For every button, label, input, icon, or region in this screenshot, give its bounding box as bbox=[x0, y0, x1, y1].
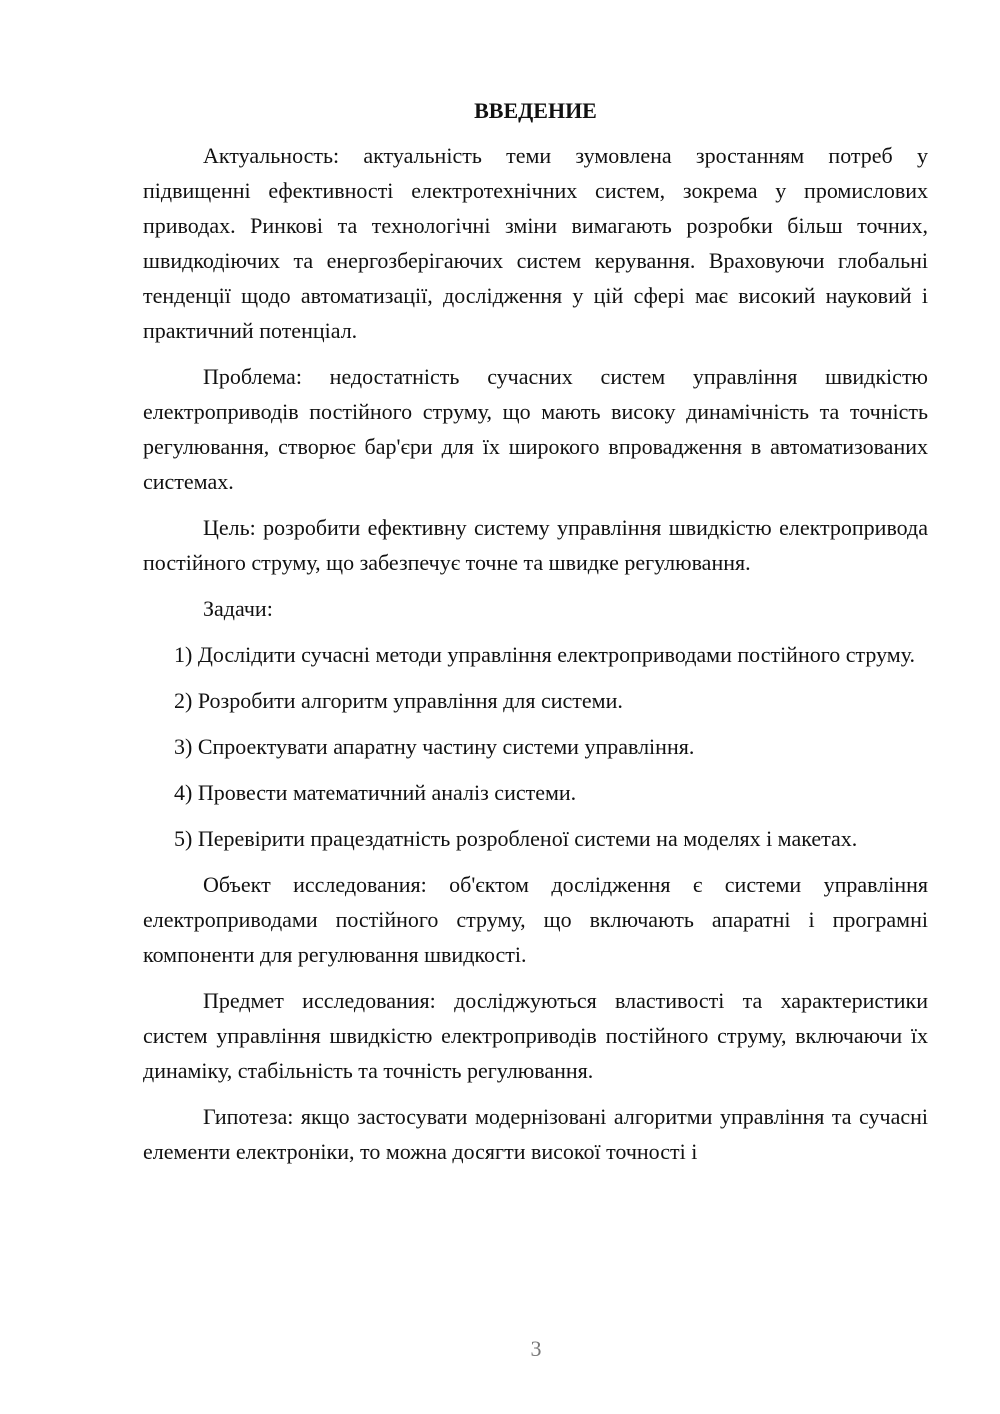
task-item-2: 2) Розробити алгоритм управління для системи. bbox=[174, 688, 623, 713]
subject-paragraph: Предмет исследования: досліджуються властивості та характеристики систем управління швидкістю електроприводів постійного струму, включаючи їх динаміку, стабільність та точність регулювання. bbox=[143, 988, 928, 1083]
page-title: ВВЕДЕНИЕ bbox=[474, 98, 597, 123]
page-number: 3 bbox=[530, 1336, 542, 1361]
document-page bbox=[143, 96, 928, 1180]
task-item-5: 5) Перевірити працездатність розробленої системи на моделях і макетах. bbox=[174, 826, 858, 851]
task-item-1: 1) Дослідити сучасні методи управління електроприводами постійного струму. bbox=[174, 642, 915, 667]
task-item-3: 3) Спроектувати апаратну частину системи управління. bbox=[174, 734, 695, 759]
problem-paragraph: Проблема: недостатність сучасних систем управління швидкістю електроприводів постійного струму, що мають високу динамічність та точність регулювання, створює бар'єри для їх широкого впровадження в автоматизованих системах. bbox=[143, 364, 928, 494]
hypothesis-paragraph: Гипотеза: якщо застосувати модернізовані алгоритми управління та сучасні елементи електроніки, то можна досягти високої точності і bbox=[143, 1104, 928, 1164]
task-item-4: 4) Провести математичний аналіз системи. bbox=[174, 780, 577, 805]
goal-paragraph: Цель: розробити ефективну систему управління швидкістю електропривода постійного струму, що забезпечує точне та швидке регулювання. bbox=[143, 515, 928, 575]
relevance-paragraph: Актуальность: актуальність теми зумовлена зростанням потреб у підвищенні ефективності електротехнічних систем, зокрема у промислових приводах. Ринкові та технологічні зміни вимагають розробки більш точних, швидкодіючих та енергозберігаючих систем керування. Враховуючи глобальні тенденції щодо автоматизації, дослідження у цій сфері має високий науковий і практичний потенціал. bbox=[143, 143, 928, 343]
object-paragraph: Объект исследования: об'єктом дослідження є системи управління електроприводами постійного струму, що включають апаратні і програмні компоненти для регулювання швидкості. bbox=[143, 872, 928, 967]
tasks-heading: Задачи: bbox=[203, 596, 273, 621]
